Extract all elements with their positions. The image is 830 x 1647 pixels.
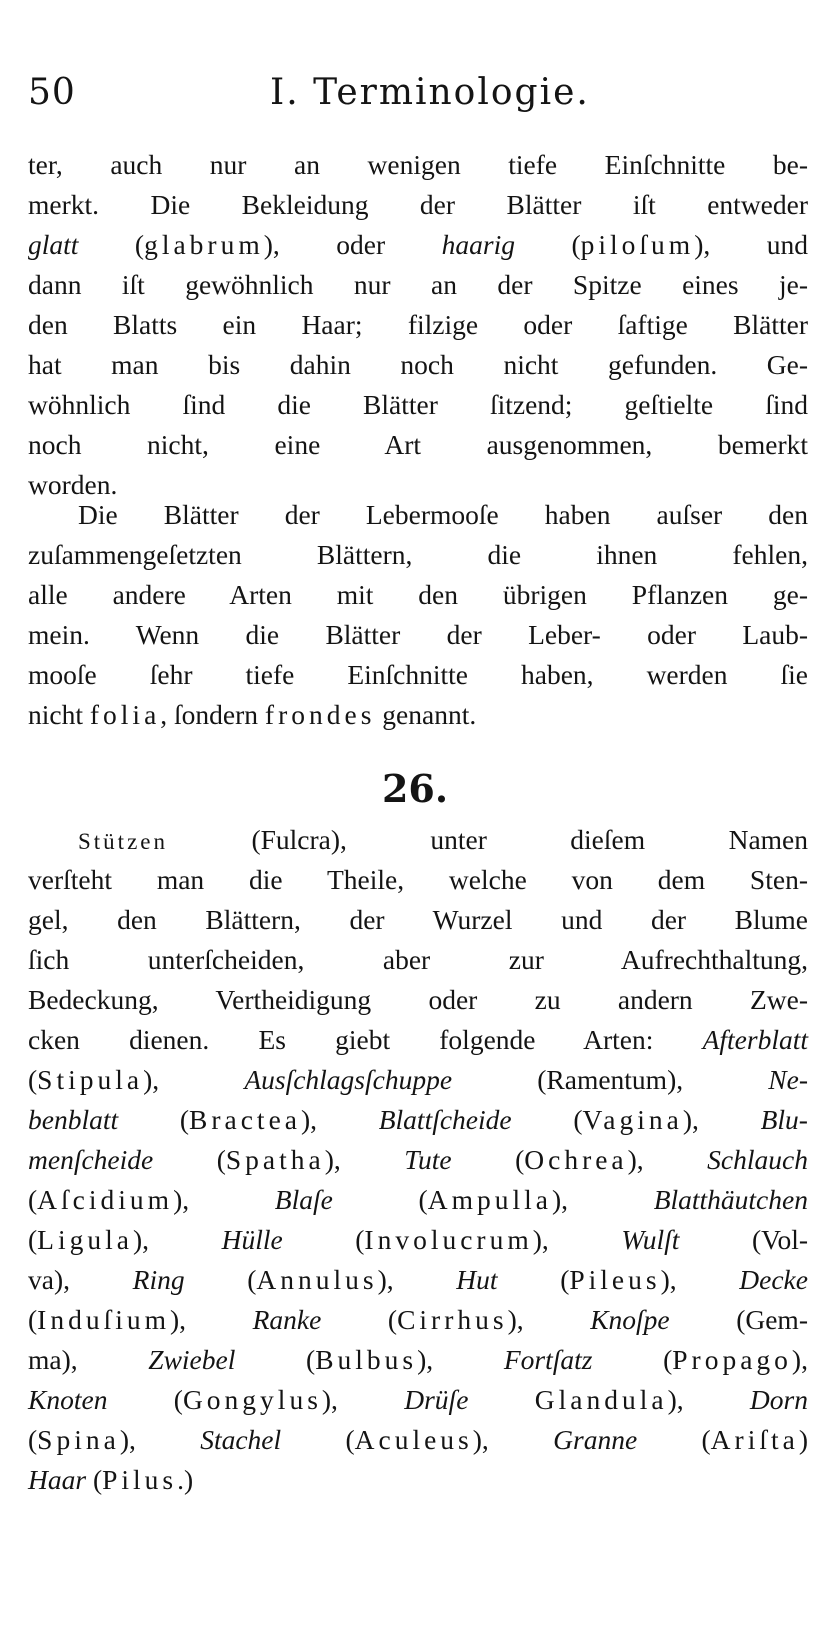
text-segment: glabrum — [144, 229, 264, 260]
text-segment: ( — [28, 1304, 38, 1335]
paragraph-1 — [28, 145, 808, 505]
text-segment: Ochrea — [524, 1144, 628, 1175]
text-line — [28, 820, 808, 860]
text-segment: nicht — [28, 699, 90, 730]
text-segment: Blatthäutchen — [653, 1184, 808, 1215]
text-segment: Hut — [456, 1264, 498, 1295]
text-segment: ), und — [694, 229, 808, 260]
text-segment: ( — [28, 1184, 38, 1215]
page-number: 50 — [28, 72, 76, 113]
text-segment: ( — [592, 1344, 673, 1375]
text-segment: Tute — [404, 1144, 452, 1175]
text-line — [28, 615, 808, 655]
text-segment: ), oder — [263, 229, 442, 260]
text-line — [28, 940, 808, 980]
text-segment: Ne- — [768, 1064, 808, 1095]
text-segment: Propago — [672, 1344, 792, 1375]
text-segment: Die Blätter der Lebermooſe haben auſser den — [78, 499, 808, 530]
text-line — [28, 900, 808, 940]
text-line — [28, 495, 808, 535]
text-segment: ), — [143, 1064, 245, 1095]
text-segment: Granne — [553, 1424, 638, 1455]
text-line — [28, 535, 808, 575]
text-segment: dann iſt gewöhnlich nur an der Spitze eines je- — [28, 269, 808, 300]
text-segment: ( — [332, 1184, 428, 1215]
text-segment: Aculeus — [354, 1424, 473, 1455]
text-segment: ( — [86, 1464, 103, 1495]
text-segment: wöhnlich ſind die Blätter ſitzend; geſtielte ſind — [28, 389, 808, 420]
text-segment: ), — [132, 1224, 222, 1255]
text-segment: ( — [451, 1144, 525, 1175]
text-segment: Gongylus — [182, 1384, 322, 1415]
text-segment: .) — [177, 1464, 194, 1495]
text-segment: Dorn — [749, 1384, 808, 1415]
text-segment: ( — [78, 229, 145, 260]
text-segment: , ſondern — [160, 699, 265, 730]
text-segment: Zwiebel — [148, 1344, 236, 1375]
text-line — [28, 1420, 808, 1460]
text-segment: ), — [627, 1144, 708, 1175]
text-segment: genannt. — [375, 699, 477, 730]
text-segment: ( — [514, 229, 581, 260]
text-line — [28, 695, 808, 735]
text-segment: zuſammengeſetzten Blättern, die ihnen fehlen, — [28, 539, 808, 570]
text-line — [28, 1100, 808, 1140]
text-segment: ) — [798, 1424, 808, 1455]
text-line — [28, 1220, 808, 1260]
text-line — [28, 305, 808, 345]
text-line — [28, 1260, 808, 1300]
text-segment: Aſcidium — [37, 1184, 174, 1215]
text-segment: ( — [637, 1424, 711, 1455]
paragraph-2 — [28, 495, 808, 735]
text-line — [28, 1180, 808, 1220]
text-segment: Ranke — [252, 1304, 322, 1335]
text-segment: Blaſe — [274, 1184, 333, 1215]
text-segment: (Gem- — [669, 1304, 808, 1335]
text-segment: ), — [377, 1264, 457, 1295]
text-segment: ſich unterſcheiden, aber zur Aufrechthaltung, — [28, 944, 808, 975]
text-segment: ( — [28, 1064, 38, 1095]
text-segment: benblatt — [28, 1104, 119, 1135]
text-segment: ), — [321, 1384, 405, 1415]
text-line — [28, 980, 808, 1020]
text-segment: ), — [324, 1144, 405, 1175]
text-segment: ), — [667, 1384, 750, 1415]
text-segment: Hülle — [221, 1224, 283, 1255]
text-segment: ), — [551, 1184, 654, 1215]
text-segment: ( — [321, 1304, 398, 1335]
text-segment: ( — [107, 1384, 183, 1415]
text-segment: ma), — [28, 1344, 149, 1375]
text-segment: Schlauch — [707, 1144, 808, 1175]
text-segment: (Fulcra), unter dieſem Namen — [168, 824, 808, 855]
text-segment: Ring — [132, 1264, 185, 1295]
text-segment: Drüſe — [404, 1384, 469, 1415]
text-segment: Bractea — [189, 1104, 301, 1135]
text-segment: menſcheide — [28, 1144, 154, 1175]
text-segment: Stachel — [200, 1424, 282, 1455]
text-segment: noch nicht, eine Art ausgenommen, bemerkt — [28, 429, 808, 460]
text-segment: alle andere Arten mit den übrigen Pflanzen ge- — [28, 579, 808, 610]
paragraph-3 — [28, 820, 808, 1500]
text-segment: ( — [497, 1264, 570, 1295]
text-segment: ), — [507, 1304, 591, 1335]
text-segment: Pilus — [102, 1464, 178, 1495]
text-segment: frondes — [264, 699, 376, 730]
text-segment: ( — [184, 1264, 257, 1295]
text-segment: ), — [791, 1344, 808, 1375]
text-segment: ), — [300, 1104, 379, 1135]
text-segment: glatt — [28, 229, 79, 260]
text-line — [28, 225, 808, 265]
text-segment: Haar — [28, 1464, 87, 1495]
text-segment: ), — [472, 1424, 554, 1455]
text-line — [28, 385, 808, 425]
text-segment: ( — [235, 1344, 316, 1375]
text-segment: ( — [118, 1104, 190, 1135]
text-segment: gel, den Blättern, der Wurzel und der Blume — [28, 904, 808, 935]
text-line — [28, 1340, 808, 1380]
section-number: 26. — [381, 766, 449, 811]
text-segment: (Vol- — [679, 1224, 808, 1255]
text-segment: Bedeckung, Vertheidigung oder zu andern Zwe- — [28, 984, 808, 1015]
text-segment: mooſe ſehr tiefe Einſchnitte haben, werden ſie — [28, 659, 808, 690]
text-segment: ( — [281, 1424, 355, 1455]
text-segment: Spatha — [225, 1144, 325, 1175]
text-segment: Ariſta — [710, 1424, 799, 1455]
text-segment: Ausſchlagsſchuppe — [244, 1064, 453, 1095]
text-segment: Pileus — [569, 1264, 661, 1295]
text-line — [28, 655, 808, 695]
text-segment: ( — [28, 1424, 38, 1455]
text-segment: Cirrhus — [397, 1304, 508, 1335]
text-segment: verſteht man die Theile, welche von dem Sten- — [28, 864, 808, 895]
text-segment: haarig — [441, 229, 515, 260]
text-segment: ), — [660, 1264, 740, 1295]
text-segment: Involucrum — [364, 1224, 533, 1255]
text-line — [28, 860, 808, 900]
text-segment: Fortſatz — [503, 1344, 593, 1375]
text-line — [28, 1060, 808, 1100]
text-segment: ( — [153, 1144, 226, 1175]
text-segment: Bulbus — [315, 1344, 418, 1375]
text-line — [28, 1140, 808, 1180]
text-segment: Stipula — [37, 1064, 144, 1095]
text-segment: Ligula — [37, 1224, 133, 1255]
text-segment: Afterblatt — [702, 1024, 808, 1055]
text-segment: cken dienen. Es giebt folgende Arten: — [28, 1024, 703, 1055]
text-segment: Blattſcheide — [378, 1104, 512, 1135]
text-segment: ), — [170, 1304, 253, 1335]
text-segment: piloſum — [580, 229, 695, 260]
text-segment: Stützen — [78, 829, 168, 854]
text-segment: ), — [119, 1424, 201, 1455]
text-line — [28, 1460, 808, 1500]
text-segment: Annulus — [256, 1264, 378, 1295]
text-segment: ), — [682, 1104, 761, 1135]
text-segment: ), — [173, 1184, 275, 1215]
text-line — [28, 1300, 808, 1340]
page-header — [28, 72, 808, 132]
text-segment: ( — [511, 1104, 583, 1135]
text-segment: Induſium — [37, 1304, 171, 1335]
text-line — [28, 1380, 808, 1420]
text-segment: ( — [282, 1224, 365, 1255]
text-segment: hat man bis dahin noch nicht gefunden. Ge- — [28, 349, 808, 380]
text-segment: ter, auch nur an wenigen tiefe Einſchnitte be- — [28, 149, 808, 180]
text-segment: Wulſt — [621, 1224, 680, 1255]
text-segment: ), — [532, 1224, 622, 1255]
text-segment: ), — [417, 1344, 504, 1375]
text-segment: ( — [28, 1224, 38, 1255]
text-segment: Glandula — [534, 1384, 668, 1415]
text-segment: folia — [89, 699, 161, 730]
text-segment — [468, 1384, 534, 1415]
text-segment: den Blatts ein Haar; filzige oder ſaftige Blätter — [28, 309, 808, 340]
text-line — [28, 345, 808, 385]
text-segment: Knoſpe — [590, 1304, 670, 1335]
text-segment: Ampulla — [427, 1184, 552, 1215]
text-segment: (Ramentum), — [452, 1064, 769, 1095]
text-line — [28, 185, 808, 225]
text-segment: Blu- — [760, 1104, 808, 1135]
text-line — [28, 265, 808, 305]
text-segment: va), — [28, 1264, 133, 1295]
text-line — [28, 1020, 808, 1060]
text-segment: Decke — [739, 1264, 808, 1295]
text-segment: Vagina — [582, 1104, 683, 1135]
text-segment: mein. Wenn die Blätter der Leber- oder Laub- — [28, 619, 808, 650]
text-segment: worden. — [28, 469, 118, 500]
running-head: I. Terminologie. — [270, 72, 590, 113]
text-segment: Knoten — [28, 1384, 108, 1415]
text-line — [28, 425, 808, 465]
text-segment: Spina — [37, 1424, 120, 1455]
text-segment: merkt. Die Bekleidung der Blätter iſt entweder — [28, 189, 808, 220]
text-line — [28, 145, 808, 185]
text-line — [28, 575, 808, 615]
